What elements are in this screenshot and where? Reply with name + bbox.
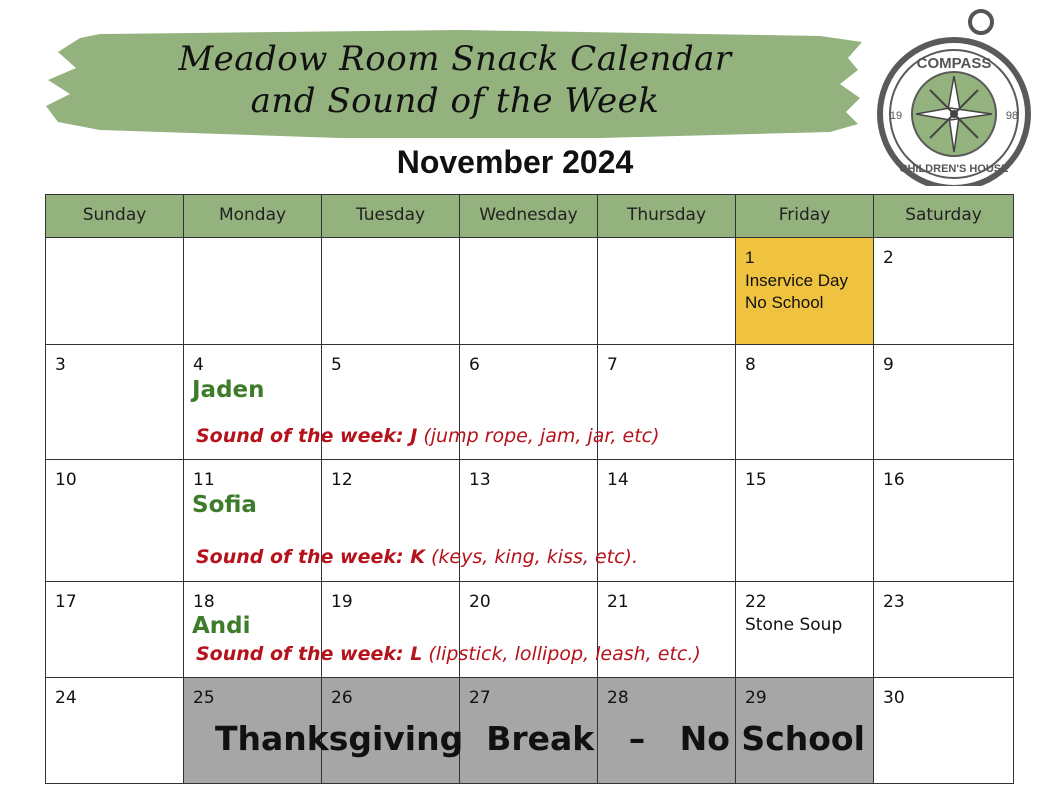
snacker-week2: Jaden bbox=[192, 377, 265, 403]
logo-top-text: COMPASS bbox=[916, 55, 992, 72]
sound-label: Sound of the week: J bbox=[196, 425, 418, 447]
sound-of-week-l bbox=[196, 643, 701, 665]
day-number: 4 bbox=[193, 355, 204, 375]
day-number: 10 bbox=[55, 470, 77, 490]
day-number: 28 bbox=[607, 688, 629, 708]
day-cell bbox=[735, 459, 874, 582]
day-number: 3 bbox=[55, 355, 66, 375]
weekday-header: Thursday bbox=[597, 194, 736, 238]
banner-title-line1: Meadow Room Snack Calendar bbox=[178, 39, 732, 79]
day-number: 29 bbox=[745, 688, 767, 708]
day-cell bbox=[45, 459, 184, 582]
snacker-week3: Sofia bbox=[192, 492, 257, 518]
day-cell bbox=[873, 677, 1014, 784]
day-number: 24 bbox=[55, 688, 77, 708]
day-number: 16 bbox=[883, 470, 905, 490]
title-banner bbox=[40, 24, 870, 152]
day-cell bbox=[45, 581, 184, 678]
banner-title-line2: and Sound of the Week bbox=[250, 81, 660, 121]
day-number: 13 bbox=[469, 470, 491, 490]
logo-year-right: 98 bbox=[1005, 110, 1019, 122]
day-number: 15 bbox=[745, 470, 767, 490]
day-cell bbox=[873, 459, 1014, 582]
day-number: 17 bbox=[55, 592, 77, 612]
day-cell bbox=[45, 344, 184, 460]
sound-of-week-k bbox=[196, 546, 638, 568]
day-cell bbox=[459, 237, 598, 345]
day-number: 5 bbox=[331, 355, 342, 375]
day-number: 30 bbox=[883, 688, 905, 708]
day-cell bbox=[735, 237, 874, 345]
weekday-header: Saturday bbox=[873, 194, 1014, 238]
day-number: 20 bbox=[469, 592, 491, 612]
day-number: 8 bbox=[745, 355, 756, 375]
day-number: 9 bbox=[883, 355, 894, 375]
inservice-line1: Inservice Day bbox=[745, 271, 848, 290]
day-cell bbox=[597, 237, 736, 345]
day-cell bbox=[735, 344, 874, 460]
sound-examples: (lipstick, lollipop, leash, etc.) bbox=[422, 643, 701, 665]
day-number: 21 bbox=[607, 592, 629, 612]
logo-year-left: 19 bbox=[889, 110, 903, 122]
weekday-header: Friday bbox=[735, 194, 874, 238]
month-title: November 2024 bbox=[396, 144, 634, 180]
day-number: 19 bbox=[331, 592, 353, 612]
stone-soup-note: Stone Soup bbox=[745, 615, 843, 635]
sound-examples: (keys, king, kiss, etc). bbox=[424, 546, 638, 568]
inservice-line2: No School bbox=[745, 293, 824, 312]
day-cell bbox=[183, 237, 322, 345]
day-number: 6 bbox=[469, 355, 480, 375]
sound-examples: (jump rope, jam, jar, etc) bbox=[417, 425, 660, 447]
day-number: 23 bbox=[883, 592, 905, 612]
day-cell bbox=[45, 677, 184, 784]
sound-of-week-j bbox=[196, 425, 660, 447]
day-number: 2 bbox=[883, 248, 894, 268]
inservice-note bbox=[745, 270, 848, 314]
day-number: 7 bbox=[607, 355, 618, 375]
snacker-week4: Andi bbox=[192, 613, 251, 639]
thanksgiving-break-banner: Thanksgiving Break – No School bbox=[215, 719, 865, 758]
sound-label: Sound of the week: K bbox=[196, 546, 425, 568]
day-cell bbox=[45, 237, 184, 345]
logo-bottom-text: CHILDREN'S HOUSE bbox=[899, 163, 1009, 175]
day-cell bbox=[321, 237, 460, 345]
day-cell bbox=[873, 581, 1014, 678]
weekday-header: Monday bbox=[183, 194, 322, 238]
day-number: 27 bbox=[469, 688, 491, 708]
day-number: 1 bbox=[745, 248, 755, 267]
day-number: 18 bbox=[193, 592, 215, 612]
day-cell bbox=[873, 237, 1014, 345]
weekday-header: Wednesday bbox=[459, 194, 598, 238]
day-number: 25 bbox=[193, 688, 215, 708]
day-cell bbox=[735, 581, 874, 678]
day-number: 12 bbox=[331, 470, 353, 490]
compass-logo bbox=[872, 6, 1034, 186]
day-number: 22 bbox=[745, 592, 767, 612]
day-number: 26 bbox=[331, 688, 353, 708]
sound-label: Sound of the week: L bbox=[196, 643, 423, 665]
weekday-header: Tuesday bbox=[321, 194, 460, 238]
weekday-header: Sunday bbox=[45, 194, 184, 238]
calendar-grid bbox=[45, 194, 1013, 783]
day-number: 11 bbox=[193, 470, 215, 490]
day-number: 14 bbox=[607, 470, 629, 490]
day-cell bbox=[873, 344, 1014, 460]
